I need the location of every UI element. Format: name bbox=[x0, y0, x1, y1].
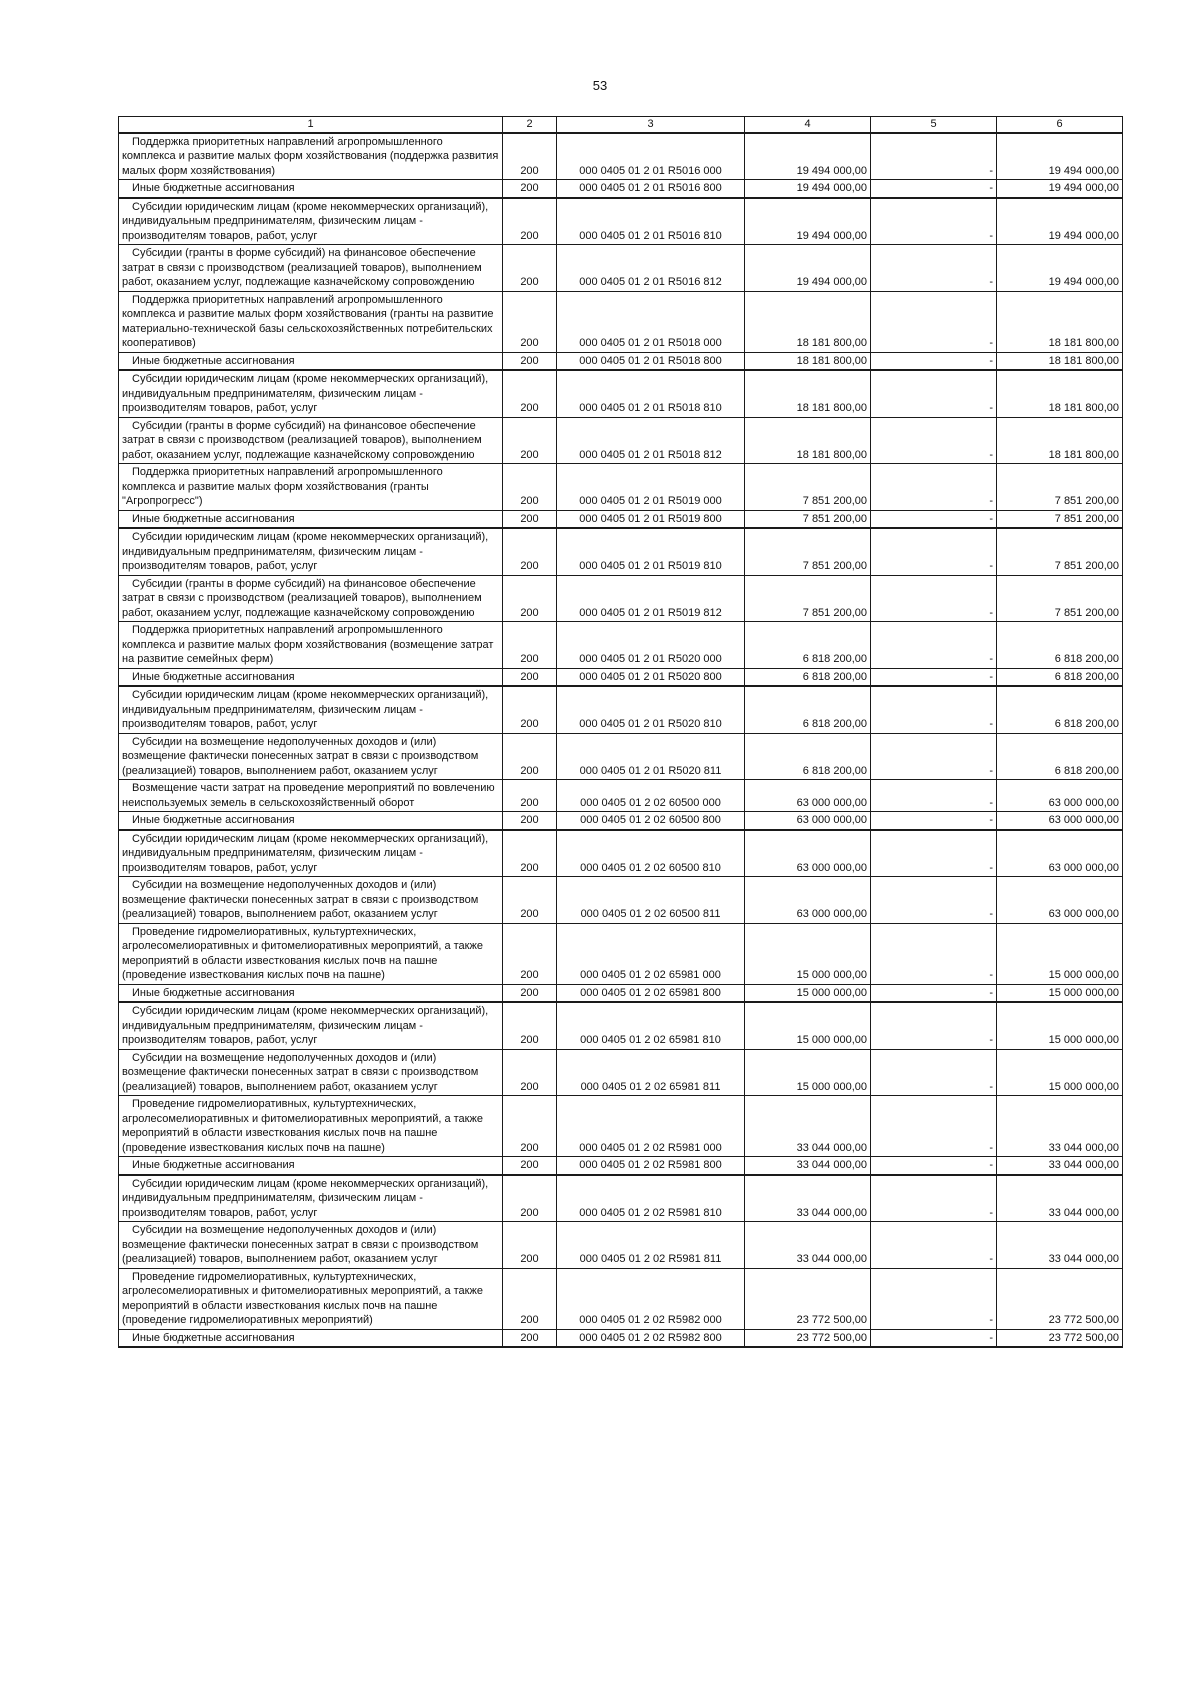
row-amount-cell: 63 000 000,00 bbox=[745, 877, 871, 924]
row-change-cell: - bbox=[871, 668, 997, 686]
row-total-cell: 15 000 000,00 bbox=[997, 984, 1123, 1002]
row-name-cell: Иные бюджетные ассигнования bbox=[119, 668, 503, 686]
row-amount-cell: 18 181 800,00 bbox=[745, 352, 871, 370]
row-name-cell: Субсидии юридическим лицам (кроме некоммерческих организаций), индивидуальным предпринимателям, физическим лицам - производителям товаров, работ, услуг bbox=[119, 1002, 503, 1049]
row-classification-code-cell: 000 0405 01 2 01 R5019 800 bbox=[557, 510, 745, 528]
row-code-cell: 200 bbox=[503, 1002, 557, 1049]
row-name-cell: Субсидии (гранты в форме субсидий) на финансовое обеспечение затрат в связи с производством (реализацией товаров), выполнением работ, оказанием услуг, подлежащие казначейскому сопровождению bbox=[119, 245, 503, 292]
row-total-cell: 63 000 000,00 bbox=[997, 877, 1123, 924]
row-code-cell: 200 bbox=[503, 1175, 557, 1222]
table-row bbox=[119, 622, 1123, 669]
row-classification-code-cell: 000 0405 01 2 01 R5019 000 bbox=[557, 464, 745, 511]
row-change-cell: - bbox=[871, 830, 997, 877]
row-total-cell: 15 000 000,00 bbox=[997, 923, 1123, 984]
budget-table bbox=[118, 116, 1123, 1348]
row-code-cell: 200 bbox=[503, 877, 557, 924]
row-total-cell: 7 851 200,00 bbox=[997, 510, 1123, 528]
row-change-cell: - bbox=[871, 464, 997, 511]
row-amount-cell: 18 181 800,00 bbox=[745, 370, 871, 417]
row-total-cell: 19 494 000,00 bbox=[997, 198, 1123, 245]
row-amount-cell: 15 000 000,00 bbox=[745, 1049, 871, 1096]
table-row bbox=[119, 830, 1123, 877]
row-code-cell: 200 bbox=[503, 812, 557, 830]
row-classification-code-cell: 000 0405 01 2 01 R5020 811 bbox=[557, 733, 745, 780]
row-total-cell: 19 494 000,00 bbox=[997, 133, 1123, 180]
row-amount-cell: 6 818 200,00 bbox=[745, 733, 871, 780]
row-classification-code-cell: 000 0405 01 2 02 65981 800 bbox=[557, 984, 745, 1002]
row-name-cell: Возмещение части затрат на проведение мероприятий по вовлечению неиспользуемых земель в сельскохозяйственный оборот bbox=[119, 780, 503, 812]
row-amount-cell: 19 494 000,00 bbox=[745, 245, 871, 292]
row-code-cell: 200 bbox=[503, 291, 557, 352]
row-code-cell: 200 bbox=[503, 417, 557, 464]
row-classification-code-cell: 000 0405 01 2 02 60500 000 bbox=[557, 780, 745, 812]
row-code-cell: 200 bbox=[503, 528, 557, 575]
row-name-cell: Субсидии (гранты в форме субсидий) на финансовое обеспечение затрат в связи с производством (реализацией товаров), выполнением работ, оказанием услуг, подлежащие казначейскому сопровождению bbox=[119, 417, 503, 464]
row-classification-code-cell: 000 0405 01 2 02 R5981 810 bbox=[557, 1175, 745, 1222]
row-change-cell: - bbox=[871, 245, 997, 292]
row-classification-code-cell: 000 0405 01 2 02 65981 811 bbox=[557, 1049, 745, 1096]
row-amount-cell: 33 044 000,00 bbox=[745, 1096, 871, 1157]
table-row bbox=[119, 464, 1123, 511]
row-code-cell: 200 bbox=[503, 686, 557, 733]
row-total-cell: 23 772 500,00 bbox=[997, 1329, 1123, 1347]
row-name-cell: Субсидии (гранты в форме субсидий) на финансовое обеспечение затрат в связи с производством (реализацией товаров), выполнением работ, оказанием услуг, подлежащие казначейскому сопровождению bbox=[119, 575, 503, 622]
row-total-cell: 7 851 200,00 bbox=[997, 575, 1123, 622]
row-amount-cell: 63 000 000,00 bbox=[745, 780, 871, 812]
row-amount-cell: 33 044 000,00 bbox=[745, 1157, 871, 1175]
row-name-cell: Проведение гидромелиоративных, культуртехнических, агролесомелиоративных и фитомелиоративных мероприятий, а также мероприятий в области известкования кислых почв на пашне (проведение известкования кислых почв на пашне) bbox=[119, 1096, 503, 1157]
row-change-cell: - bbox=[871, 1002, 997, 1049]
row-classification-code-cell: 000 0405 01 2 02 60500 810 bbox=[557, 830, 745, 877]
row-total-cell: 6 818 200,00 bbox=[997, 733, 1123, 780]
row-total-cell: 15 000 000,00 bbox=[997, 1049, 1123, 1096]
row-name-cell: Иные бюджетные ассигнования bbox=[119, 352, 503, 370]
row-total-cell: 18 181 800,00 bbox=[997, 291, 1123, 352]
row-code-cell: 200 bbox=[503, 510, 557, 528]
table-row bbox=[119, 668, 1123, 686]
column-header: 2 bbox=[503, 117, 557, 133]
row-name-cell: Субсидии юридическим лицам (кроме некоммерческих организаций), индивидуальным предпринимателям, физическим лицам - производителям товаров, работ, услуг bbox=[119, 370, 503, 417]
table-row bbox=[119, 575, 1123, 622]
table-row bbox=[119, 984, 1123, 1002]
row-amount-cell: 7 851 200,00 bbox=[745, 510, 871, 528]
row-name-cell: Субсидии юридическим лицам (кроме некоммерческих организаций), индивидуальным предпринимателям, физическим лицам - производителям товаров, работ, услуг bbox=[119, 830, 503, 877]
row-name-cell: Иные бюджетные ассигнования bbox=[119, 180, 503, 198]
row-change-cell: - bbox=[871, 733, 997, 780]
column-header: 6 bbox=[997, 117, 1123, 133]
row-name-cell: Субсидии юридическим лицам (кроме некоммерческих организаций), индивидуальным предпринимателям, физическим лицам - производителям товаров, работ, услуг bbox=[119, 1175, 503, 1222]
row-change-cell: - bbox=[871, 1222, 997, 1269]
row-code-cell: 200 bbox=[503, 133, 557, 180]
row-amount-cell: 33 044 000,00 bbox=[745, 1222, 871, 1269]
row-code-cell: 200 bbox=[503, 352, 557, 370]
row-total-cell: 6 818 200,00 bbox=[997, 668, 1123, 686]
table-row bbox=[119, 812, 1123, 830]
row-change-cell: - bbox=[871, 923, 997, 984]
table-row bbox=[119, 133, 1123, 180]
row-classification-code-cell: 000 0405 01 2 01 R5018 800 bbox=[557, 352, 745, 370]
table-row bbox=[119, 180, 1123, 198]
row-amount-cell: 63 000 000,00 bbox=[745, 830, 871, 877]
row-change-cell: - bbox=[871, 198, 997, 245]
row-change-cell: - bbox=[871, 1175, 997, 1222]
row-name-cell: Субсидии на возмещение недополученных доходов и (или) возмещение фактически понесенных затрат в связи с производством (реализацией) товаров, выполнением работ, оказанием услуг bbox=[119, 1049, 503, 1096]
row-name-cell: Иные бюджетные ассигнования bbox=[119, 984, 503, 1002]
row-amount-cell: 23 772 500,00 bbox=[745, 1268, 871, 1329]
row-total-cell: 33 044 000,00 bbox=[997, 1222, 1123, 1269]
row-name-cell: Проведение гидромелиоративных, культуртехнических, агролесомелиоративных и фитомелиоративных мероприятий, а также мероприятий в области известкования кислых почв на пашне (проведение известкования кислых почв на пашне) bbox=[119, 923, 503, 984]
row-total-cell: 18 181 800,00 bbox=[997, 352, 1123, 370]
row-amount-cell: 18 181 800,00 bbox=[745, 291, 871, 352]
row-name-cell: Субсидии юридическим лицам (кроме некоммерческих организаций), индивидуальным предпринимателям, физическим лицам - производителям товаров, работ, услуг bbox=[119, 528, 503, 575]
row-total-cell: 7 851 200,00 bbox=[997, 464, 1123, 511]
row-classification-code-cell: 000 0405 01 2 01 R5019 810 bbox=[557, 528, 745, 575]
table-row bbox=[119, 1268, 1123, 1329]
row-name-cell: Проведение гидромелиоративных, культуртехнических, агролесомелиоративных и фитомелиоративных мероприятий, а также мероприятий в области известкования кислых почв на пашне (проведение гидромелиоративных мероприятий) bbox=[119, 1268, 503, 1329]
table-row bbox=[119, 923, 1123, 984]
column-header: 1 bbox=[119, 117, 503, 133]
row-code-cell: 200 bbox=[503, 245, 557, 292]
row-classification-code-cell: 000 0405 01 2 01 R5020 000 bbox=[557, 622, 745, 669]
table-row bbox=[119, 198, 1123, 245]
table-row bbox=[119, 1157, 1123, 1175]
column-number-row bbox=[119, 117, 1123, 133]
row-code-cell: 200 bbox=[503, 180, 557, 198]
row-total-cell: 6 818 200,00 bbox=[997, 622, 1123, 669]
row-name-cell: Субсидии юридическим лицам (кроме некоммерческих организаций), индивидуальным предпринимателям, физическим лицам - производителям товаров, работ, услуг bbox=[119, 686, 503, 733]
page-number: 53 bbox=[592, 78, 608, 93]
row-classification-code-cell: 000 0405 01 2 01 R5016 000 bbox=[557, 133, 745, 180]
row-change-cell: - bbox=[871, 686, 997, 733]
row-name-cell: Субсидии на возмещение недополученных доходов и (или) возмещение фактически понесенных затрат в связи с производством (реализацией) товаров, выполнением работ, оказанием услуг bbox=[119, 1222, 503, 1269]
row-amount-cell: 19 494 000,00 bbox=[745, 180, 871, 198]
row-total-cell: 19 494 000,00 bbox=[997, 245, 1123, 292]
table-row bbox=[119, 352, 1123, 370]
row-amount-cell: 63 000 000,00 bbox=[745, 812, 871, 830]
row-amount-cell: 7 851 200,00 bbox=[745, 528, 871, 575]
row-code-cell: 200 bbox=[503, 923, 557, 984]
row-amount-cell: 19 494 000,00 bbox=[745, 198, 871, 245]
row-total-cell: 7 851 200,00 bbox=[997, 528, 1123, 575]
row-name-cell: Иные бюджетные ассигнования bbox=[119, 510, 503, 528]
row-amount-cell: 23 772 500,00 bbox=[745, 1329, 871, 1347]
row-code-cell: 200 bbox=[503, 733, 557, 780]
row-classification-code-cell: 000 0405 01 2 01 R5016 810 bbox=[557, 198, 745, 245]
row-classification-code-cell: 000 0405 01 2 01 R5016 812 bbox=[557, 245, 745, 292]
row-code-cell: 200 bbox=[503, 1329, 557, 1347]
row-code-cell: 200 bbox=[503, 984, 557, 1002]
row-code-cell: 200 bbox=[503, 1157, 557, 1175]
row-change-cell: - bbox=[871, 1096, 997, 1157]
table-row bbox=[119, 510, 1123, 528]
row-classification-code-cell: 000 0405 01 2 02 65981 810 bbox=[557, 1002, 745, 1049]
table-row bbox=[119, 417, 1123, 464]
row-amount-cell: 19 494 000,00 bbox=[745, 133, 871, 180]
row-change-cell: - bbox=[871, 1049, 997, 1096]
table-row bbox=[119, 1222, 1123, 1269]
row-change-cell: - bbox=[871, 180, 997, 198]
row-amount-cell: 18 181 800,00 bbox=[745, 417, 871, 464]
table-row bbox=[119, 370, 1123, 417]
row-change-cell: - bbox=[871, 370, 997, 417]
row-change-cell: - bbox=[871, 1329, 997, 1347]
row-name-cell: Иные бюджетные ассигнования bbox=[119, 812, 503, 830]
row-name-cell: Поддержка приоритетных направлений агропромышленного комплекса и развитие малых форм хозяйствования (гранты на развитие материально-технической базы сельскохозяйственных потребительских кооперативов) bbox=[119, 291, 503, 352]
row-amount-cell: 33 044 000,00 bbox=[745, 1175, 871, 1222]
row-change-cell: - bbox=[871, 510, 997, 528]
row-total-cell: 63 000 000,00 bbox=[997, 830, 1123, 877]
row-total-cell: 15 000 000,00 bbox=[997, 1002, 1123, 1049]
row-code-cell: 200 bbox=[503, 622, 557, 669]
table-row bbox=[119, 780, 1123, 812]
table-row bbox=[119, 1329, 1123, 1347]
row-classification-code-cell: 000 0405 01 2 01 R5020 810 bbox=[557, 686, 745, 733]
column-header: 4 bbox=[745, 117, 871, 133]
row-amount-cell: 7 851 200,00 bbox=[745, 575, 871, 622]
row-change-cell: - bbox=[871, 1157, 997, 1175]
row-classification-code-cell: 000 0405 01 2 02 R5981 000 bbox=[557, 1096, 745, 1157]
table-row bbox=[119, 1096, 1123, 1157]
row-classification-code-cell: 000 0405 01 2 01 R5018 000 bbox=[557, 291, 745, 352]
row-amount-cell: 6 818 200,00 bbox=[745, 668, 871, 686]
table-row bbox=[119, 528, 1123, 575]
row-change-cell: - bbox=[871, 291, 997, 352]
column-header: 5 bbox=[871, 117, 997, 133]
row-change-cell: - bbox=[871, 1268, 997, 1329]
row-classification-code-cell: 000 0405 01 2 02 R5981 811 bbox=[557, 1222, 745, 1269]
row-change-cell: - bbox=[871, 133, 997, 180]
row-classification-code-cell: 000 0405 01 2 02 R5982 800 bbox=[557, 1329, 745, 1347]
row-classification-code-cell: 000 0405 01 2 02 60500 800 bbox=[557, 812, 745, 830]
row-amount-cell: 15 000 000,00 bbox=[745, 984, 871, 1002]
row-code-cell: 200 bbox=[503, 464, 557, 511]
row-code-cell: 200 bbox=[503, 1268, 557, 1329]
table-row bbox=[119, 1049, 1123, 1096]
row-total-cell: 63 000 000,00 bbox=[997, 812, 1123, 830]
row-name-cell: Субсидии на возмещение недополученных доходов и (или) возмещение фактически понесенных затрат в связи с производством (реализацией) товаров, выполнением работ, оказанием услуг bbox=[119, 877, 503, 924]
row-code-cell: 200 bbox=[503, 668, 557, 686]
row-amount-cell: 6 818 200,00 bbox=[745, 686, 871, 733]
row-classification-code-cell: 000 0405 01 2 02 60500 811 bbox=[557, 877, 745, 924]
row-amount-cell: 15 000 000,00 bbox=[745, 923, 871, 984]
table-row bbox=[119, 877, 1123, 924]
row-name-cell: Субсидии на возмещение недополученных доходов и (или) возмещение фактически понесенных затрат в связи с производством (реализацией) товаров, выполнением работ, оказанием услуг bbox=[119, 733, 503, 780]
row-code-cell: 200 bbox=[503, 830, 557, 877]
row-total-cell: 33 044 000,00 bbox=[997, 1096, 1123, 1157]
row-total-cell: 18 181 800,00 bbox=[997, 370, 1123, 417]
row-classification-code-cell: 000 0405 01 2 01 R5019 812 bbox=[557, 575, 745, 622]
row-change-cell: - bbox=[871, 528, 997, 575]
row-classification-code-cell: 000 0405 01 2 01 R5018 812 bbox=[557, 417, 745, 464]
row-classification-code-cell: 000 0405 01 2 02 65981 000 bbox=[557, 923, 745, 984]
row-classification-code-cell: 000 0405 01 2 01 R5018 810 bbox=[557, 370, 745, 417]
row-name-cell: Иные бюджетные ассигнования bbox=[119, 1157, 503, 1175]
row-change-cell: - bbox=[871, 352, 997, 370]
row-amount-cell: 6 818 200,00 bbox=[745, 622, 871, 669]
row-name-cell: Поддержка приоритетных направлений агропромышленного комплекса и развитие малых форм хозяйствования (возмещение затрат на развитие семейных ферм) bbox=[119, 622, 503, 669]
row-code-cell: 200 bbox=[503, 198, 557, 245]
row-code-cell: 200 bbox=[503, 575, 557, 622]
row-change-cell: - bbox=[871, 812, 997, 830]
row-classification-code-cell: 000 0405 01 2 01 R5016 800 bbox=[557, 180, 745, 198]
row-classification-code-cell: 000 0405 01 2 02 R5981 800 bbox=[557, 1157, 745, 1175]
row-code-cell: 200 bbox=[503, 1222, 557, 1269]
row-total-cell: 19 494 000,00 bbox=[997, 180, 1123, 198]
row-total-cell: 18 181 800,00 bbox=[997, 417, 1123, 464]
column-header: 3 bbox=[557, 117, 745, 133]
row-name-cell: Поддержка приоритетных направлений агропромышленного комплекса и развитие малых форм хозяйствования (поддержка развития малых форм хозяйствования) bbox=[119, 133, 503, 180]
row-change-cell: - bbox=[871, 877, 997, 924]
table-row bbox=[119, 733, 1123, 780]
row-change-cell: - bbox=[871, 984, 997, 1002]
row-name-cell: Иные бюджетные ассигнования bbox=[119, 1329, 503, 1347]
row-change-cell: - bbox=[871, 622, 997, 669]
row-code-cell: 200 bbox=[503, 370, 557, 417]
row-amount-cell: 15 000 000,00 bbox=[745, 1002, 871, 1049]
row-change-cell: - bbox=[871, 575, 997, 622]
row-total-cell: 33 044 000,00 bbox=[997, 1157, 1123, 1175]
row-code-cell: 200 bbox=[503, 1049, 557, 1096]
row-name-cell: Поддержка приоритетных направлений агропромышленного комплекса и развитие малых форм хозяйствования (гранты "Агропрогресс") bbox=[119, 464, 503, 511]
row-change-cell: - bbox=[871, 780, 997, 812]
row-code-cell: 200 bbox=[503, 1096, 557, 1157]
row-total-cell: 33 044 000,00 bbox=[997, 1175, 1123, 1222]
table-row bbox=[119, 686, 1123, 733]
table-row bbox=[119, 291, 1123, 352]
row-total-cell: 6 818 200,00 bbox=[997, 686, 1123, 733]
row-amount-cell: 7 851 200,00 bbox=[745, 464, 871, 511]
row-code-cell: 200 bbox=[503, 780, 557, 812]
row-classification-code-cell: 000 0405 01 2 02 R5982 000 bbox=[557, 1268, 745, 1329]
row-classification-code-cell: 000 0405 01 2 01 R5020 800 bbox=[557, 668, 745, 686]
table-row bbox=[119, 1175, 1123, 1222]
row-total-cell: 23 772 500,00 bbox=[997, 1268, 1123, 1329]
table-row bbox=[119, 1002, 1123, 1049]
table-row bbox=[119, 245, 1123, 292]
row-change-cell: - bbox=[871, 417, 997, 464]
row-total-cell: 63 000 000,00 bbox=[997, 780, 1123, 812]
row-name-cell: Субсидии юридическим лицам (кроме некоммерческих организаций), индивидуальным предпринимателям, физическим лицам - производителям товаров, работ, услуг bbox=[119, 198, 503, 245]
